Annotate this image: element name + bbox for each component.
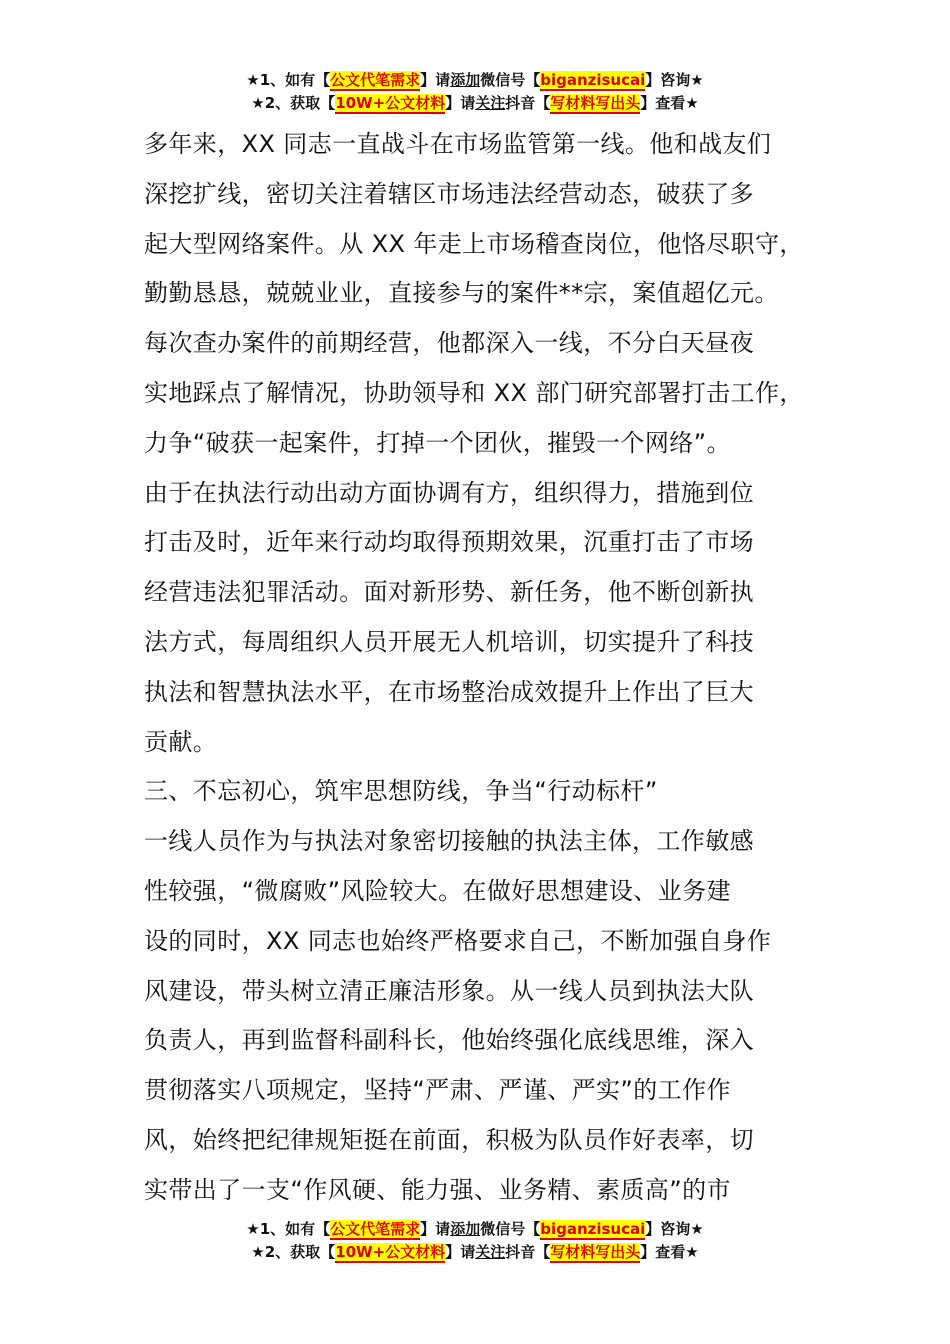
body-line: 实带出了一支“作风硬、能力强、业务精、素质高”的市 <box>144 1175 731 1204</box>
body-line: 风，始终把纪律规矩挺在前面，积极为队员作好表率，切 <box>144 1125 754 1154</box>
footer-promo-banner <box>0 1218 950 1264</box>
body-line: 勤勤恳恳，兢兢业业，直接参与的案件**宗，案值超亿元。 <box>144 279 779 308</box>
body-line: 起大型网络案件。从 XX 年走上市场稽查岗位，他恪尽职守， <box>144 229 804 258</box>
promo-text: ★2、获取【 <box>251 1243 336 1261</box>
body-line: 由于在执法行动出动方面协调有方，组织得力，措施到位 <box>144 478 754 507</box>
body-line: 力争“破获一起案件，打掉一个团伙，摧毁一个网络”。 <box>144 428 731 457</box>
body-line: 法方式，每周组织人员开展无人机培训，切实提升了科技 <box>144 627 754 656</box>
promo-douyin-account: 写材料写出头 <box>550 94 641 112</box>
promo-wechat-id: biganzisucai <box>540 71 646 89</box>
promo-text: ★1、如有【 <box>246 71 331 89</box>
promo-underlined: 添加 <box>450 1220 481 1238</box>
body-line: 实地踩点了解情况，协助领导和 XX 部门研究部署打击工作， <box>144 378 804 407</box>
section-heading: 三、不忘初心，筑牢思想防线，争当“行动标杆” <box>144 777 658 806</box>
body-line: 打击及时，近年来行动均取得预期效果，沉重打击了市场 <box>144 528 754 557</box>
promo-highlight: 公文代笔需求 <box>330 1220 421 1238</box>
body-line: 一线人员作为与执法对象密切接触的执法主体，工作敏感 <box>144 827 754 856</box>
body-line: 每次查办案件的前期经营，他都深入一线，不分白天昼夜 <box>144 329 754 358</box>
promo-douyin-account: 写材料写出头 <box>550 1243 641 1261</box>
promo-highlight: 10W+公文材料 <box>335 94 446 112</box>
promo-text: 】请 <box>420 71 451 89</box>
promo-underlined: 关注 <box>475 1243 506 1261</box>
promo-text: 】查看★ <box>640 1243 699 1261</box>
body-line: 设的同时，XX 同志也始终严格要求自己，不断加强自身作 <box>144 926 772 955</box>
body-line: 深挖扩线，密切关注着辖区市场违法经营动态，破获了多 <box>144 179 754 208</box>
promo-text: 抖音【 <box>505 1243 551 1261</box>
body-line: 多年来，XX 同志一直战斗在市场监管第一线。他和战友们 <box>144 130 772 158</box>
document-body <box>144 120 844 1216</box>
promo-line-2 <box>0 1241 950 1264</box>
promo-text: 】查看★ <box>640 94 699 112</box>
body-line: 贯彻落实八项规定，坚持“严肃、严谨、严实”的工作作 <box>144 1076 731 1105</box>
body-line: 性较强，“微腐败”风险较大。在做好思想建设、业务建 <box>144 876 731 905</box>
promo-line-1 <box>0 69 950 92</box>
body-line: 经营违法犯罪活动。面对新形势、新任务，他不断创新执 <box>144 578 754 607</box>
promo-text: 抖音【 <box>505 94 551 112</box>
promo-highlight: 10W+公文材料 <box>335 1243 446 1261</box>
promo-text: 】咨询★ <box>645 71 704 89</box>
promo-text: 】请 <box>445 94 476 112</box>
promo-text: 微信号【 <box>480 1220 541 1238</box>
promo-highlight: 公文代笔需求 <box>330 71 421 89</box>
promo-underlined: 添加 <box>450 71 481 89</box>
promo-text: ★1、如有【 <box>246 1220 331 1238</box>
promo-text: 】请 <box>445 1243 476 1261</box>
body-line: 风建设，带头树立清正廉洁形象。从一线人员到执法大队 <box>144 976 754 1005</box>
promo-line-2 <box>0 92 950 115</box>
promo-line-1 <box>0 1218 950 1241</box>
promo-text: 】请 <box>420 1220 451 1238</box>
promo-wechat-id: biganzisucai <box>540 1220 646 1238</box>
promo-text: 微信号【 <box>480 71 541 89</box>
body-line: 贡献。 <box>144 727 218 756</box>
header-promo-banner <box>0 69 950 115</box>
promo-text: ★2、获取【 <box>251 94 336 112</box>
promo-text: 】咨询★ <box>645 1220 704 1238</box>
body-line: 执法和智慧执法水平，在市场整治成效提升上作出了巨大 <box>144 677 754 706</box>
promo-underlined: 关注 <box>475 94 506 112</box>
body-line: 负责人，再到监督科副科长，他始终强化底线思维，深入 <box>144 1026 754 1055</box>
